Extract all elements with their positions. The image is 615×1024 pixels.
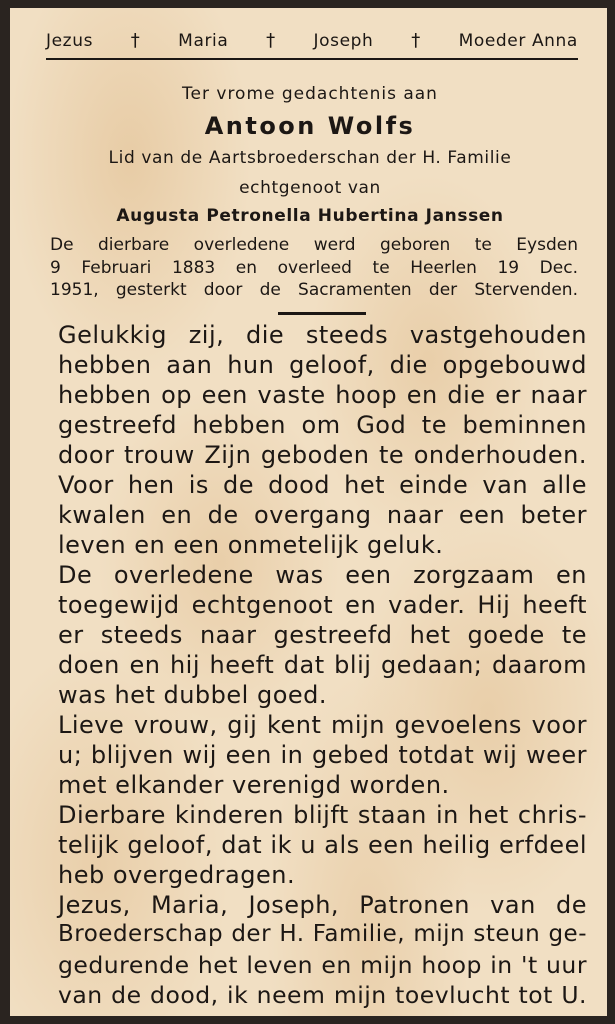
prayer-line: met elkander verenigd worden. bbox=[58, 771, 450, 799]
prayer-line: door trouw Zijn geboden te onderhouden. bbox=[58, 441, 587, 469]
prayer-line: er steeds naar gestreefd het goede te bbox=[58, 621, 587, 649]
memorial-intro: Ter vrome gedachtenis aan bbox=[182, 84, 438, 104]
membership-line: Lid van de Aartsbroederschan der H. Familie bbox=[108, 148, 512, 168]
memorial-card bbox=[10, 8, 607, 1016]
prayer-line: van de dood, ik neem mijn toevlucht tot U. bbox=[58, 981, 587, 1009]
bio-line: De dierbare overledene werd geboren te Eysden bbox=[50, 235, 578, 255]
cross-icon: † bbox=[411, 30, 421, 51]
deceased-name: Antoon Wolfs bbox=[204, 112, 416, 140]
bio-line: 1951, gesterkt door de Sacramenten der Stervenden. bbox=[50, 280, 578, 300]
prayer-line: Broederschap der H. Familie, mijn steun ge- bbox=[58, 921, 587, 947]
prayer-line: heb overgedragen. bbox=[58, 861, 296, 889]
spouse-intro: echtgenoot van bbox=[239, 178, 381, 198]
prayer-line: gestreefd hebben om God te beminnen bbox=[58, 411, 587, 439]
header-item-joseph: Joseph bbox=[313, 31, 374, 51]
prayer-line: hebben op een vaste hoop en die er naar bbox=[58, 381, 587, 409]
prayer-line: Jezus, Maria, Joseph, Patronen van de bbox=[58, 891, 587, 919]
prayer-line: telijk geloof, dat ik u als een heilig erfdeel bbox=[58, 831, 587, 859]
prayer-line: u; blijven wij een in gebed totdat wij weer bbox=[58, 741, 587, 769]
prayer-line: Voor hen is de dood het einde van alle bbox=[58, 471, 587, 499]
cross-icon: † bbox=[130, 30, 141, 51]
section-divider bbox=[278, 312, 366, 315]
header-divider bbox=[46, 58, 578, 60]
prayer-line: De overledene was een zorgzaam en bbox=[58, 561, 587, 589]
prayer-line: gedurende het leven en mijn hoop in 't uur bbox=[58, 951, 587, 979]
header-item-maria: Maria bbox=[178, 31, 229, 51]
prayer-line: kwalen en de overgang naar een beter bbox=[58, 501, 587, 529]
prayer-line: doen en hij heeft dat blij gedaan; daarom bbox=[58, 651, 587, 679]
prayer-line: leven en een onmetelijk geluk. bbox=[58, 531, 444, 559]
header-item-moeder-anna: Moeder Anna bbox=[458, 31, 578, 51]
prayer-line: Gelukkig zij, die steeds vastgehouden bbox=[58, 321, 587, 349]
prayer-line: Dierbare kinderen blijft staan in het chris- bbox=[58, 801, 587, 829]
header-item-jezus: Jezus bbox=[46, 31, 94, 51]
bio-line: 9 Februari 1883 en overleed te Heerlen 19 Dec. bbox=[50, 258, 578, 278]
prayer-line: toegewijd echtgenoot en vader. Hij heeft bbox=[58, 591, 587, 619]
cross-icon: † bbox=[266, 30, 276, 51]
spouse-name: Augusta Petronella Hubertina Janssen bbox=[116, 206, 504, 226]
prayer-line: was het dubbel goed. bbox=[58, 681, 328, 709]
header-saints-row bbox=[46, 30, 578, 51]
prayer-line: hebben aan hun geloof, die opgebouwd bbox=[58, 351, 587, 379]
prayer-line: Lieve vrouw, gij kent mijn gevoelens voor bbox=[58, 711, 587, 739]
